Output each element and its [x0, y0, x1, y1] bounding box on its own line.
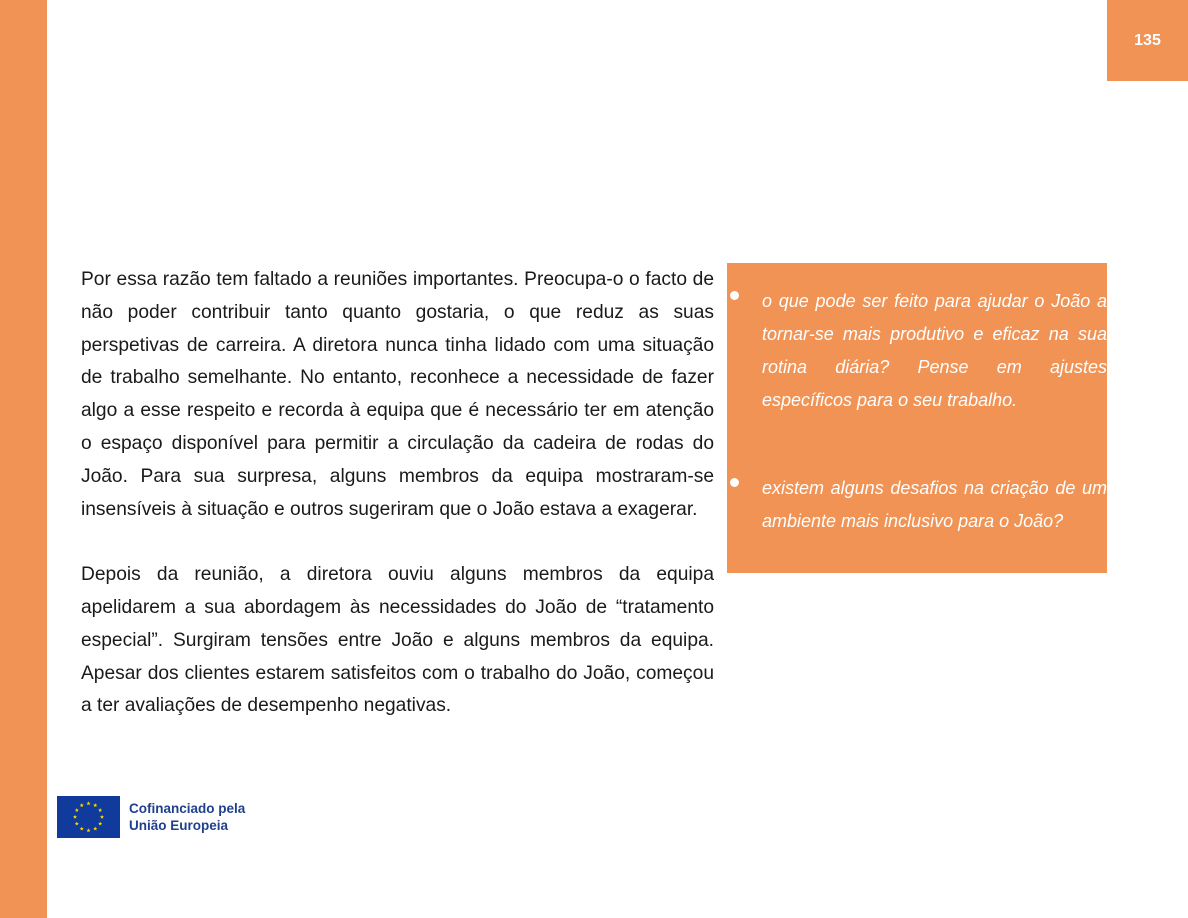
eu-star	[75, 808, 79, 812]
eu-star	[73, 815, 77, 819]
reflection-questions-box	[727, 263, 1107, 573]
eu-star	[98, 808, 102, 812]
eu-logo-line-1: Cofinanciado pela	[129, 801, 246, 816]
page-number-tab	[1107, 0, 1188, 81]
question-text: existem alguns desafios na criação de um ambiente mais inclusivo para o João?	[762, 478, 1107, 531]
question-text: o que pode ser feito para ajudar o João a tornar-se mais produtivo e eficaz na sua rotina diária? Pense em ajustes específicos para o seu trabalho.	[762, 291, 1107, 410]
left-accent-bar	[0, 0, 47, 918]
eu-star	[80, 803, 84, 807]
eu-star	[86, 828, 90, 832]
body-text	[81, 264, 714, 723]
bullet-icon	[730, 291, 739, 300]
eu-star	[100, 815, 104, 819]
eu-flag-icon	[57, 796, 120, 838]
eu-star	[98, 822, 102, 826]
paragraph-2: Depois da reunião, a diretora ouviu alguns membros da equipa apelidarem a sua abordagem às necessidades do João de “tratamento especial”. Surgiram tensões entre João e alguns membros da equipa. Apesar dos clientes estarem satisfeitos com o trabalho do João, começou a ter avaliações de desempenho negativas.	[81, 564, 714, 717]
eu-star	[80, 826, 84, 830]
eu-logo-line-2: União Europeia	[129, 818, 229, 833]
page-number: 135	[1134, 31, 1161, 49]
eu-cofunding-logo	[57, 796, 245, 838]
eu-logo-text	[129, 800, 245, 834]
eu-star	[86, 801, 90, 805]
eu-star	[93, 826, 97, 830]
paragraph-1: Por essa razão tem faltado a reuniões importantes. Preocupa-o o facto de não poder contribuir tanto quanto gostaria, o que reduz as suas perspetivas de carreira. A diretora nunca tinha lidado com uma situação de trabalho semelhante. No entanto, reconhece a necessidade de fazer algo a esse respeito e recorda à equipa que é necessário ter em atenção o espaço disponível para permitir a circulação da cadeira de rodas do João. Para sua surpresa, alguns membros da equipa mostraram-se insensíveis à situação e outros sugeriram que o João estava a exagerar.	[81, 269, 714, 520]
eu-star	[93, 803, 97, 807]
bullet-icon	[730, 478, 739, 487]
eu-star	[75, 822, 79, 826]
